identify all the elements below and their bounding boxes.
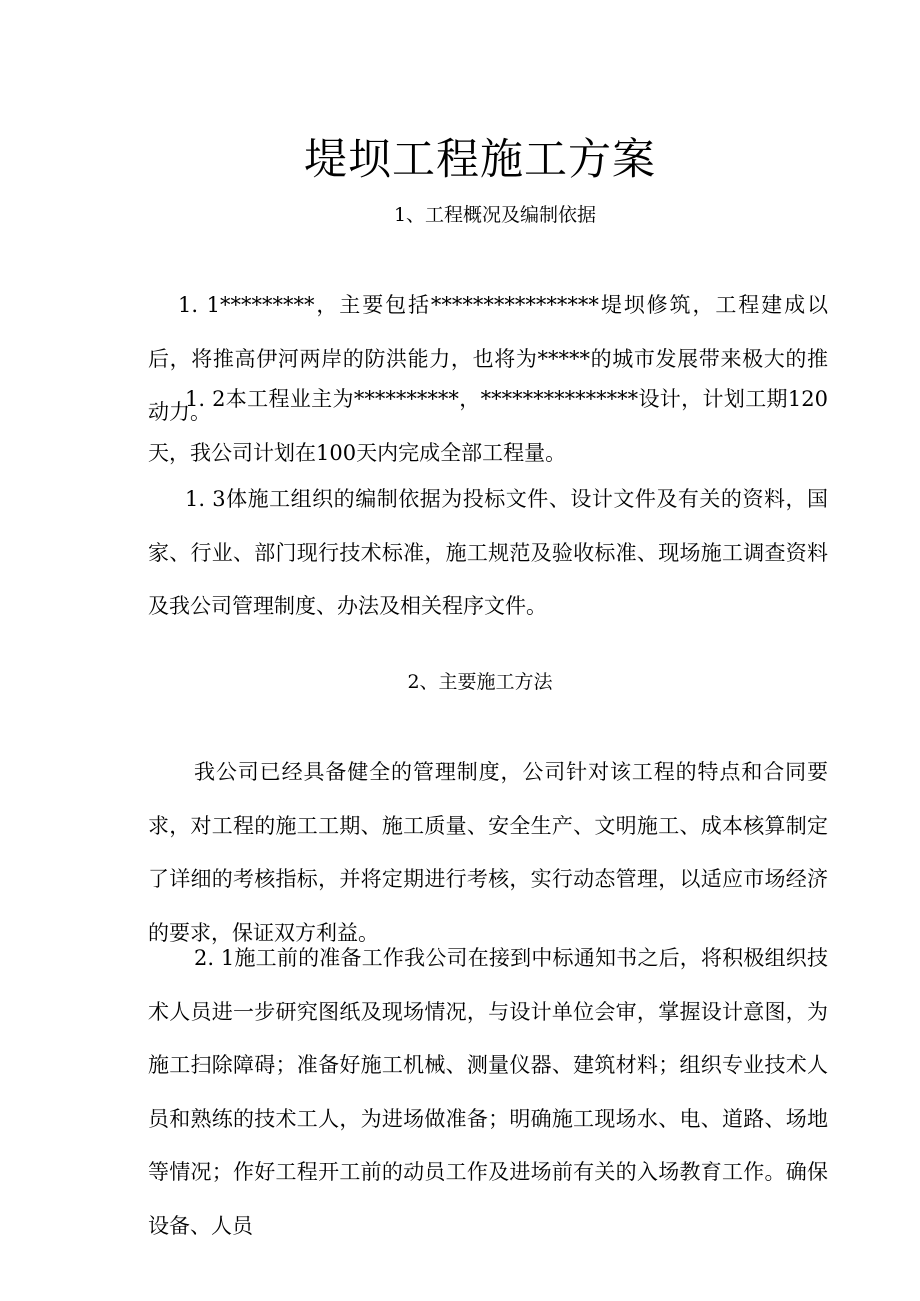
paragraph-1-1: 1. 1*********，主要包括****************堤坝修筑，工程建成以后，将推高伊河两岸的防洪能力，也将为*****的城市发展带来极大的推动力。 <box>148 293 828 424</box>
paragraph-2-1: 2. 1施工前的准备工作我公司在接到中标通知书之后，将积极组织技术人员进一步研究图纸及现场情况，与设计单位会审，掌握设计意图，为施工扫除障碍；准备好施工机械、测量仪器、建筑材料；组织专业技术人员和熟练的技术工人，为进场做准备；明确施工现场水、电、道路、场地等情况；作好工程开工前的动员工作及进场前有关的入场教育工作。确保设备、人员 <box>148 946 828 1238</box>
paragraph-1-3: 1. 3体施工组织的编制依据为投标文件、设计文件及有关的资料，国家、行业、部门现行技术标准，施工规范及验收标准、现场施工调查资料及我公司管理制度、办法及相关程序文件。 <box>148 487 828 618</box>
document-title: 堤坝工程施工方案 <box>304 135 656 185</box>
section-1-heading: 1、工程概况及编制依据 <box>393 204 597 226</box>
paragraph-2-intro: 我公司已经具备健全的管理制度，公司针对该工程的特点和合同要求，对工程的施工工期、施工质量、安全生产、文明施工、成本核算制定了详细的考核指标，并将定期进行考核，实行动态管理，以适应市场经济的要求，保证双方利益。 <box>148 760 828 945</box>
paragraph-1-2: 1. 2本工程业主为**********，***************设计，计划工期120天，我公司计划在100天内完成全部工程量。 <box>148 387 828 465</box>
section-2-heading: 2、主要施工方法 <box>407 671 553 693</box>
